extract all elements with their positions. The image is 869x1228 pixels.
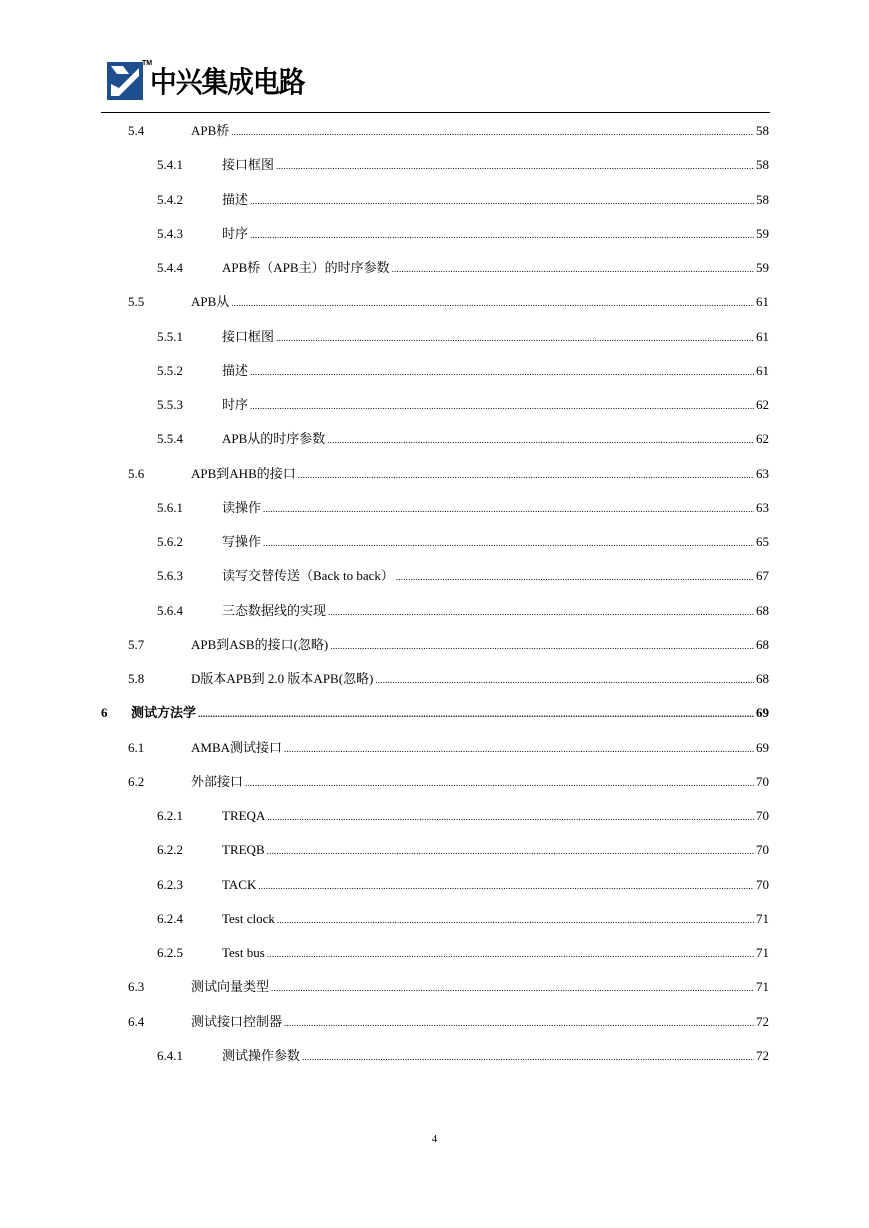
toc-entry[interactable] [157,224,769,244]
toc-entry-number: 5.4.2 [157,191,183,207]
toc-entry-number: 5.8 [128,671,145,686]
toc-dot-leader [250,396,754,416]
toc-entry[interactable] [157,875,769,895]
toc-entry-title: TACK [222,876,257,892]
toc-entry-title: TREQA [222,808,266,823]
toc-entry-page: 72 [756,1047,769,1063]
toc-entry-page: 70 [756,773,769,789]
toc-entry-number: 5.6.3 [157,568,183,584]
toc-entry-title: APB从的时序参数 [222,431,326,447]
toc-entry[interactable] [101,703,769,723]
toc-entry[interactable] [157,601,769,621]
toc-entry-page: 68 [756,671,769,686]
toc-dot-leader [271,978,754,998]
toc-entry[interactable] [157,840,769,860]
toc-entry[interactable] [157,566,769,586]
toc-entry-title: APB到AHB的接口 [191,465,296,481]
toc-dot-leader [263,533,754,553]
toc-entry-title: TREQB [222,842,265,858]
toc-entry-number: 5.5.1 [157,328,183,344]
toc-entry-number: 5.5 [128,294,145,310]
toc-entry-title: 接口框图 [222,328,275,344]
toc-entry-title: 描述 [222,191,249,207]
toc-entry-title: 描述 [222,362,249,378]
toc-entry-title: APB桥 [191,123,230,138]
toc-entry-title: 外部接口 [191,773,244,789]
toc-entry-title: 读操作 [222,499,262,515]
toc-dot-leader [328,602,754,622]
toc-entry-page: 58 [756,191,769,207]
toc-entry-page: 62 [756,397,769,412]
toc-entry-title: 测试向量类型 [191,979,270,995]
toc-dot-leader [284,739,754,759]
toc-entry-page: 63 [756,465,769,481]
toc-entry[interactable] [157,532,769,552]
toc-entry[interactable] [157,1046,769,1066]
toc-entry-title: 写操作 [222,534,262,549]
toc-dot-leader [267,944,754,964]
toc-dot-leader [258,876,754,896]
toc-entry-page: 70 [756,842,769,858]
toc-entry[interactable] [157,361,769,381]
toc-entry-number: 6.2.4 [157,910,183,926]
toc-entry[interactable] [157,190,769,210]
toc-entry-number: 6.3 [128,979,145,995]
toc-entry-number: 6.2.5 [157,945,183,960]
toc-dot-leader [392,259,754,279]
toc-entry-page: 68 [756,636,769,652]
toc-entry-page: 67 [756,568,769,584]
toc-entry-page: 58 [756,157,769,173]
toc-entry-title: 测试接口控制器 [191,1013,283,1029]
toc-entry-number: 6.4.1 [157,1047,183,1063]
toc-dot-leader [327,430,754,450]
toc-entry-page: 59 [756,260,769,275]
toc-entry-title: 接口框图 [222,157,275,173]
toc-entry[interactable] [157,327,769,347]
toc-dot-leader [198,704,754,724]
toc-dot-leader [263,499,754,519]
toc-entry-number: 5.6 [128,465,145,481]
toc-entry[interactable] [128,635,769,655]
toc-entry-page: 58 [756,123,769,138]
toc-entry-number: 5.4.1 [157,157,183,173]
trademark-mark: TM [142,60,153,67]
toc-entry[interactable] [128,121,769,141]
toc-entry-title: 时序 [222,397,249,412]
toc-dot-leader [276,156,754,176]
toc-entry-number: 5.4.4 [157,260,183,275]
toc-entry-page: 65 [756,534,769,549]
toc-entry-title: 测试方法学 [131,705,197,721]
toc-entry-number: 6.2.1 [157,808,183,823]
toc-entry[interactable] [128,738,769,758]
toc-dot-leader [245,773,754,793]
toc-dot-leader [396,567,754,587]
toc-entry-number: 5.5.3 [157,397,183,412]
toc-entry-number: 5.6.4 [157,602,183,618]
toc-entry[interactable] [157,429,769,449]
toc-dot-leader [276,328,754,348]
toc-entry-number: 6.2.2 [157,842,183,858]
toc-entry-page: 71 [756,910,769,926]
toc-dot-leader [250,191,754,211]
page-number: 4 [431,1133,438,1145]
toc-entry-page: 71 [756,945,769,960]
toc-entry-number: 5.6.2 [157,534,183,549]
toc-entry-title: APB到ASB的接口(忽略) [191,636,329,652]
toc-entry-number: 5.5.4 [157,431,183,447]
toc-entry-title: D版本APB到 2.0 版本APB(忽略) [191,671,374,686]
toc-entry-page: 61 [756,328,769,344]
toc-entry-number: 5.6.1 [157,499,183,515]
toc-entry-number: 6.1 [128,739,145,755]
toc-entry[interactable] [128,292,769,312]
toc-dot-leader [284,1013,754,1033]
toc-entry-number: 5.4 [128,123,145,138]
toc-entry-page: 59 [756,225,769,241]
toc-entry[interactable] [157,943,769,963]
toc-entry-title: APB从 [191,294,230,310]
toc-dot-leader [277,910,754,930]
toc-dot-leader [231,293,754,313]
toc-entry-page: 72 [756,1013,769,1029]
toc-entry-title: 读写交替传送（Back to back） [222,568,394,584]
toc-dot-leader [250,362,754,382]
toc-entry-page: 62 [756,431,769,447]
toc-entry-title: 三态数据线的实现 [222,602,327,618]
toc-entry[interactable] [128,669,769,689]
toc-entry-title: AMBA测试接口 [191,739,283,755]
toc-entry[interactable] [128,1012,769,1032]
toc-entry-page: 69 [756,739,769,755]
toc-entry-number: 6.2.3 [157,876,183,892]
toc-dot-leader [267,807,754,827]
toc-entry-title: Test clock [222,910,275,926]
toc-entry-page: 71 [756,979,769,995]
toc-entry-page: 69 [756,705,769,721]
toc-entry-page: 61 [756,362,769,378]
toc-entry[interactable] [157,909,769,929]
toc-dot-leader [267,841,754,861]
toc-dot-leader [250,225,754,245]
toc-entry[interactable] [128,977,769,997]
toc-entry[interactable] [157,498,769,518]
toc-entry-page: 70 [756,808,769,823]
company-logo-icon [107,62,143,100]
toc-entry-page: 61 [756,294,769,310]
toc-entry-number: 6 [101,705,108,721]
toc-dot-leader [231,122,754,142]
header-rule [101,112,770,113]
toc-entry-number: 5.7 [128,636,145,652]
toc-entry[interactable] [157,155,769,175]
toc-dot-leader [375,670,754,690]
toc-entry-page: 70 [756,876,769,892]
toc-entry[interactable] [157,258,769,278]
toc-entry-title: APB桥（APB主）的时序参数 [222,260,390,275]
toc-entry[interactable] [128,772,769,792]
toc-dot-leader [298,465,754,485]
toc-entry-number: 5.4.3 [157,225,183,241]
toc-entry-title: 时序 [222,225,249,241]
toc-dot-leader [330,636,754,656]
toc-entry-number: 6.2 [128,773,145,789]
toc-dot-leader [302,1047,754,1067]
toc-entry-title: Test bus [222,945,265,960]
toc-entry[interactable] [157,395,769,415]
toc-entry[interactable] [128,464,769,484]
toc-entry-number: 6.4 [128,1013,145,1029]
toc-entry-page: 63 [756,499,769,515]
toc-entry-title: 测试操作参数 [222,1047,301,1063]
toc-entry-page: 68 [756,602,769,618]
toc-entry[interactable] [157,806,769,826]
toc-entry-number: 5.5.2 [157,362,183,378]
company-logo-text: 中兴集成电路 [150,65,305,99]
